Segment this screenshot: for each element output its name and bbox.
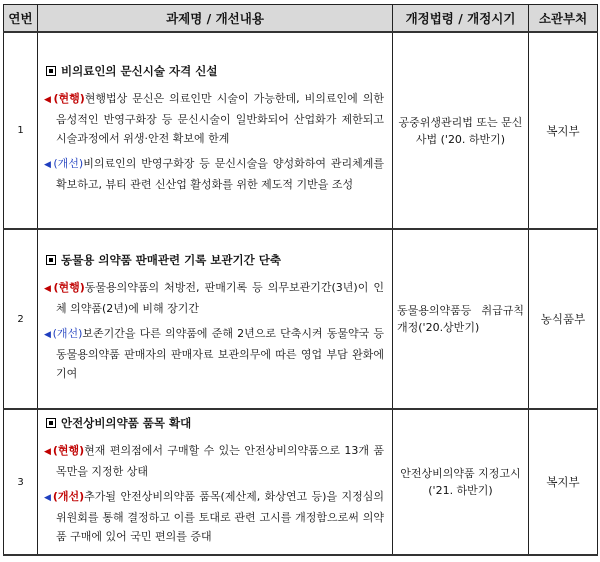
current-item <box>44 441 384 481</box>
improve-text: 추가될 안전상비의약품 품목(제산제, 화상연고 등)을 지정심의위원회를 통해 결정하고 이를 토대로 관련 고시를 개정함으로써 의약품 구매에 있어 국민 편의를 증대 <box>56 489 385 543</box>
header-law: 개정법령 / 개정시기 <box>393 5 529 33</box>
square-bullet-icon <box>46 418 56 428</box>
task-title-text: 안전상비의약품 품목 확대 <box>61 415 192 430</box>
current-tag: (현행) <box>52 443 85 457</box>
law-cell: 안전상비의약품 지정고시 ('21. 하반기) <box>393 409 529 555</box>
current-item <box>44 278 384 318</box>
dept-cell: 복지부 <box>529 409 598 555</box>
table-row <box>4 32 598 229</box>
row-number: 1 <box>4 32 38 229</box>
improve-tag: (개선) <box>52 326 83 340</box>
improve-item <box>44 324 384 383</box>
reform-table <box>3 4 598 556</box>
task-cell <box>38 409 393 555</box>
current-tag: (현행) <box>53 280 85 294</box>
task-title <box>46 252 384 268</box>
improve-text: 보존기간을 다른 의약품에 준해 2년으로 단축시켜 동물약국 등 동물용의약품 판매자의 판매자료 보관의무에 따른 영업 부담 완화에 기여 <box>56 326 384 380</box>
header-task: 과제명 / 개선내용 <box>38 5 393 33</box>
task-title-text: 비의료인의 문신시술 자격 신설 <box>61 64 218 78</box>
table-row <box>4 229 598 409</box>
arrow-bullet-icon: ◀ <box>44 329 52 340</box>
task-title-text: 동물용 의약품 판매관련 기록 보관기간 단축 <box>61 252 281 267</box>
table-row <box>4 409 598 555</box>
improve-tag: (개선) <box>53 157 84 170</box>
current-text: 현재 편의점에서 구매할 수 있는 안전상비의약품으로 13개 품목만을 지정한 상태 <box>56 443 385 478</box>
header-num: 연번 <box>4 5 38 33</box>
arrow-bullet-icon: ◀ <box>44 160 53 170</box>
improve-item <box>44 487 384 546</box>
improve-text: 비의료인의 반영구화장 등 문신시술을 양성화하여 관리체계를 확보하고, 뷰티 관련 신산업 활성화를 위한 제도적 기반을 조성 <box>56 157 385 191</box>
law-cell: 동물용의약품등 취급규칙 개정('20.상반기) <box>393 229 529 409</box>
task-cell <box>38 32 393 229</box>
row-number: 2 <box>4 229 38 409</box>
task-title <box>46 415 384 431</box>
current-text: 동물용의약품의 처방전, 판매기록 등 의무보관기간(3년)이 인체 의약품(2년)에 비해 장기간 <box>56 280 384 315</box>
improve-item <box>44 154 384 194</box>
header-row <box>4 5 598 33</box>
current-text: 현행법상 문신은 의료인만 시술이 가능한데, 비의료인에 의한 음성적인 반영구화장 등 문신시술이 일반화되어 산업화가 제한되고 시술과정에서 위생·안전 확보에 한계 <box>56 92 385 145</box>
law-cell: 공중위생관리법 또는 문신사법 ('20. 하반기) <box>393 32 529 229</box>
arrow-bullet-icon: ◀ <box>44 283 53 294</box>
dept-cell: 농식품부 <box>529 229 598 409</box>
header-dept: 소관부처 <box>529 5 598 33</box>
row-number: 3 <box>4 409 38 555</box>
task-cell <box>38 229 393 409</box>
current-item <box>44 89 384 148</box>
square-bullet-icon <box>46 66 56 76</box>
task-title <box>46 63 384 79</box>
arrow-bullet-icon: ◀ <box>44 492 52 503</box>
dept-cell: 복지부 <box>529 32 598 229</box>
improve-tag: (개선) <box>52 489 85 503</box>
current-tag: (현행) <box>53 92 85 105</box>
square-bullet-icon <box>46 255 56 265</box>
arrow-bullet-icon: ◀ <box>44 95 53 105</box>
arrow-bullet-icon: ◀ <box>44 446 52 457</box>
